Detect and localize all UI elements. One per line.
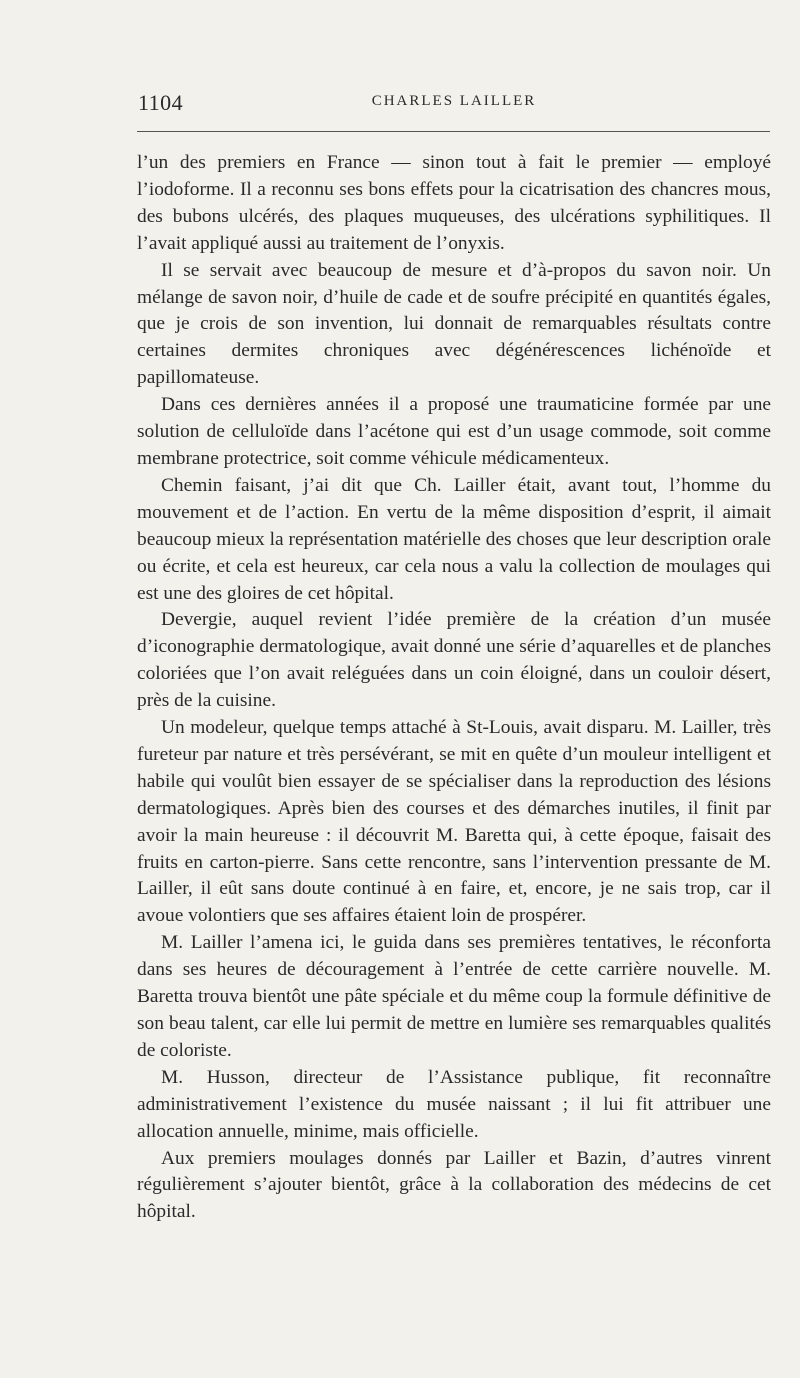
paragraph-iodoforme: l’un des premiers en France — sinon tout à fait le premier — employé l’iodoforme. Il a reconnu ses bons effets pour la cicatrisation des chancres mous, des bubons ulcérés, des plaques muqueuses, des ulcérations syphilitiques. Il l’avait appliqué aussi au traitement de l’onyxis. — [137, 152, 771, 254]
page-number: 1104 — [138, 90, 184, 115]
paragraph-mouvement: Chemin faisant, j’ai dit que Ch. Lailler était, avant tout, l’homme du mouvement et de l’action. En vertu de la même disposition d’esprit, il aimait beaucoup mieux la représentation matérielle des choses que leur description orale ou écrite, et cela est heureux, car cela nous a valu la collection de moulages qui est une des gloires de cet hôpital. — [137, 474, 771, 604]
body-text — [137, 150, 771, 1226]
header-rule — [137, 131, 770, 132]
paragraph-traumaticine: Dans ces dernières années il a proposé une traumaticine formée par une solution de celluloïde dans l’acétone qui est d’un usage commode, soit comme membrane protectrice, soit comme véhicule médicamenteux. — [137, 394, 771, 469]
paragraph-baretta: M. Lailler l’amena ici, le guida dans ses premières tentatives, le réconforta dans ses heures de découragement à l’entrée de cette carrière nouvelle. M. Baretta trouva bientôt une pâte spéciale et du même coup la formule définitive de son beau talent, car elle lui permit de mettre en lumière ses remarquables qualités de coloriste. — [137, 932, 771, 1061]
running-head: CHARLES LAILLER — [371, 93, 537, 109]
paragraph-modeleur: Un modeleur, quelque temps attaché à St-Louis, avait disparu. M. Lailler, très fureteur par nature et très persévérant, se mit en quête d’un mouleur intelligent et habile qui voulût bien essayer de se spécialiser dans la reproduction des lésions dermatologiques. Après bien des courses et des démarches inutiles, il finit par avoir la main heureuse : il découvrit M. Baretta qui, à cette époque, faisait des fruits en carton-pierre. Sans cette rencontre, sans l’intervention pressante de M. Lailler, il eût sans doute continué à en faire, et, encore, je ne sais trop, car il avoue volontiers que ses affaires étaient loin de prospérer. — [137, 717, 771, 927]
paragraph-savon-noir: Il se servait avec beaucoup de mesure et d’à-propos du savon noir. Un mélange de savon noir, d’huile de cade et de soufre précipité en quantités égales, que je crois de son invention, lui donnait de remarquables résultats contre certaines dermites chroniques avec dégénérescences lichénoïde et papillomateuse. — [137, 259, 771, 389]
paragraph-premiers-moulages: Aux premiers moulages donnés par Lailler et Bazin, d’autres vinrent régulièrement s’ajouter bientôt, grâce à la collaboration des médecins de cet hôpital. — [137, 1147, 771, 1223]
page-header — [138, 90, 770, 116]
paragraph-devergie: Devergie, auquel revient l’idée première de la création d’un musée d’iconographie dermatologique, avait donné une série d’aquarelles et de planches coloriées que l’on avait reléguées dans un coin éloigné, dans un couloir désert, près de la cuisine. — [137, 609, 771, 712]
paragraph-husson: M. Husson, directeur de l’Assistance publique, fit reconnaître administrativement l’existence du musée naissant ; il lui fit attribuer une allocation annuelle, minime, mais officielle. — [137, 1066, 771, 1142]
